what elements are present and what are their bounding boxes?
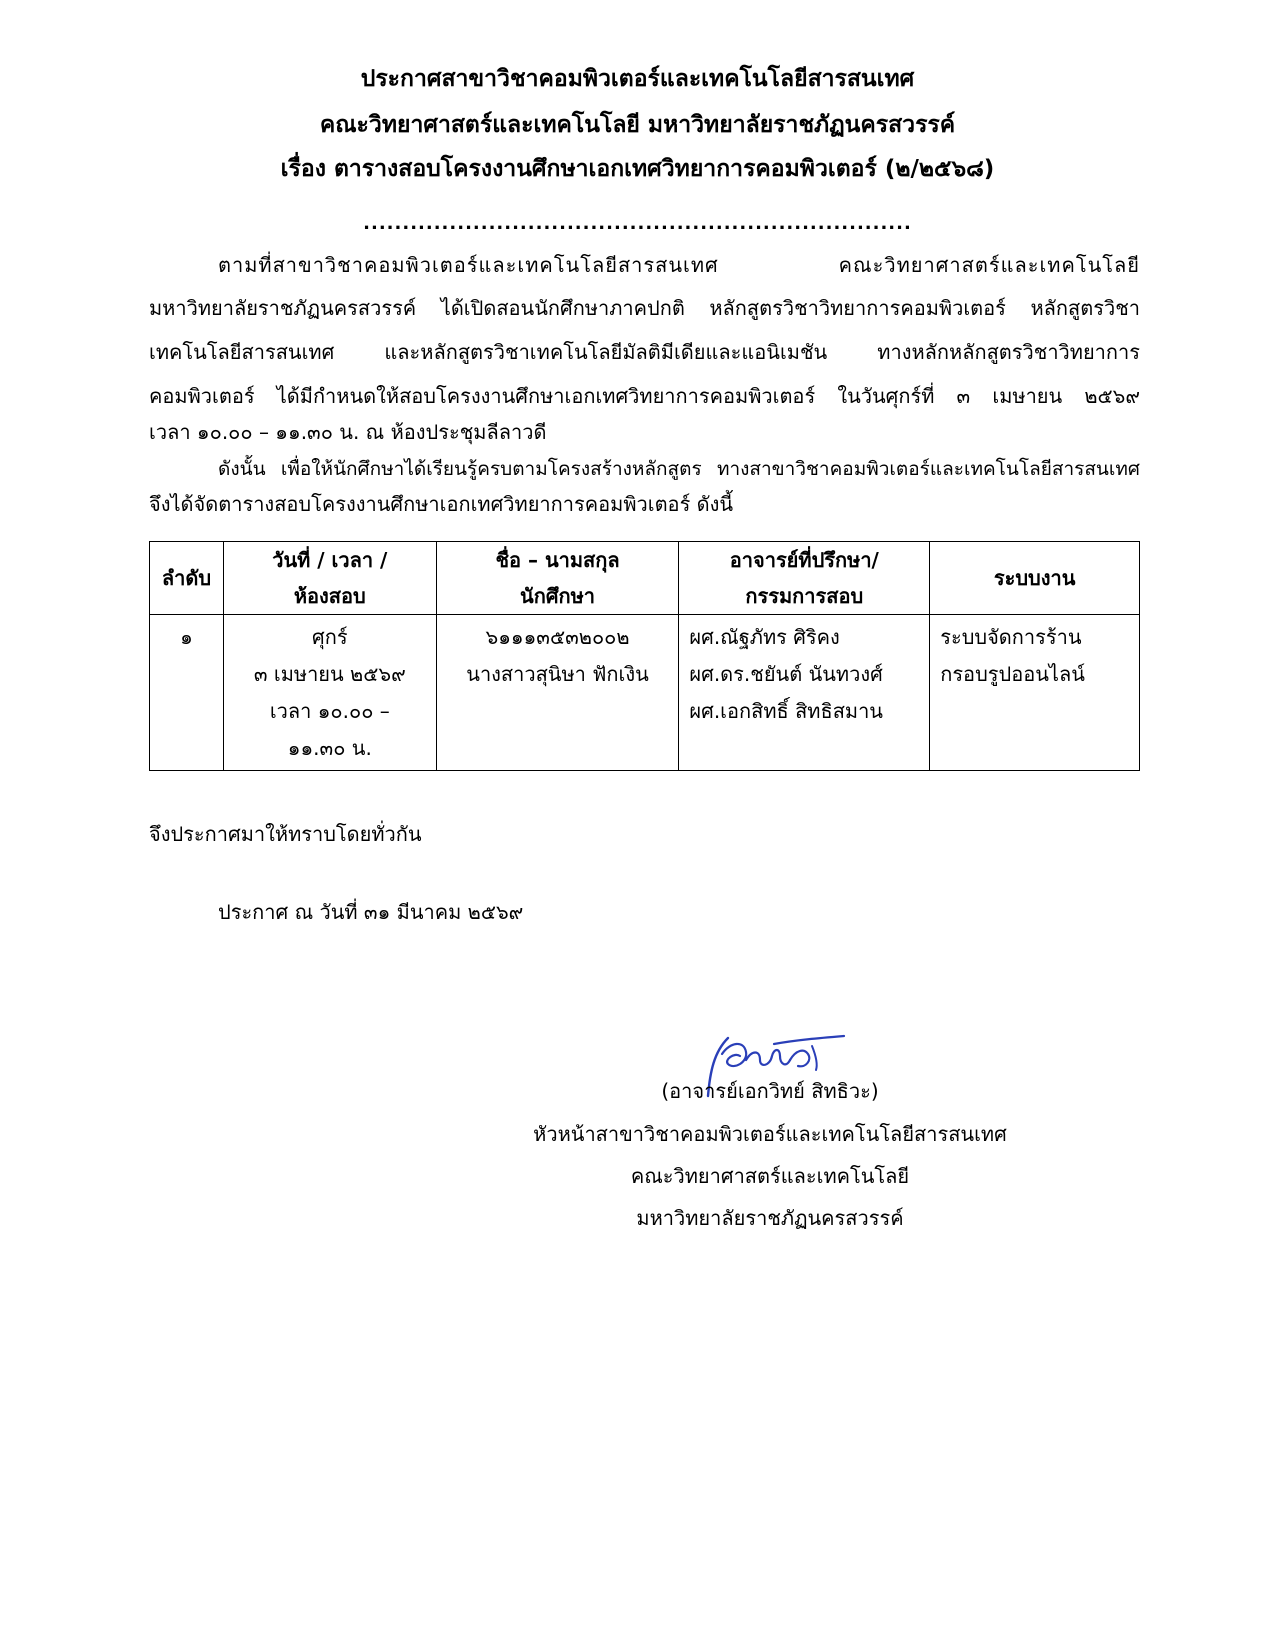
paragraph-1-line-2: มหาวิทยาลัยราชภัฏนครสวรรค์ ได้เปิดสอนนักศึกษาภาคปกติ หลักสูตรวิชาวิทยาการคอมพิวเตอร์ หลักสูตรวิชา (149, 296, 1140, 320)
paragraph-1-line-5: เวลา ๑๐.๐๐ – ๑๑.๓๐ น. ณ ห้องประชุมลีลาวดี (149, 420, 547, 444)
header-advisor-line-1: อาจารย์ที่ปรึกษา/ (729, 548, 879, 572)
row-student-name: นางสาวสุนิษา ฟักเงิน (466, 662, 649, 686)
header-divider-dots: ...................................................................... (363, 213, 912, 234)
signer-title-1: หัวหน้าสาขาวิชาคอมพิวเตอร์และเทคโนโลยีสารสนเทศ (533, 1122, 1007, 1146)
header-name-line-1: ชื่อ – นามสกุล (495, 548, 620, 572)
header-line-3: เรื่อง ตารางสอบโครงงานศึกษาเอกเทศวิทยาการคอมพิวเตอร์ (๒/๒๕๖๘) (280, 156, 995, 182)
row-datetime-line: ๑๑.๓๐ น. (287, 736, 372, 760)
paragraph-1-line-4: คอมพิวเตอร์ ได้มีกำหนดให้สอบโครงงานศึกษาเอกเทศวิทยาการคอมพิวเตอร์ ในวันศุกร์ที่ ๓ เมษายน ๒๕๖๙ (149, 384, 1140, 408)
header-line-2: คณะวิทยาศาสตร์และเทคโนโลยี มหาวิทยาลัยราชภัฏนครสวรรค์ (319, 112, 956, 138)
signer-title-3: มหาวิทยาลัยราชภัฏนครสวรรค์ (636, 1206, 904, 1230)
row-no: ๑ (180, 625, 193, 649)
header-system (930, 542, 1140, 615)
header-system-label: ระบบงาน (993, 566, 1076, 590)
row-student-id: ๖๑๑๑๓๕๓๒๐๐๒ (485, 625, 630, 649)
row-advisors-cell (679, 615, 930, 771)
paragraph-1-line-1: ตามที่สาขาวิชาคอมพิวเตอร์และเทคโนโลยีสารสนเทศ คณะวิทยาศาสตร์และเทคโนโลยี (218, 253, 1140, 277)
header-name-line-2: นักศึกษา (520, 584, 596, 608)
row-system-line: ระบบจัดการร้าน (940, 625, 1082, 649)
header-line-1: ประกาศสาขาวิชาคอมพิวเตอร์และเทคโนโลยีสารสนเทศ (360, 66, 915, 92)
signer-title-2: คณะวิทยาศาสตร์และเทคโนโลยี (630, 1164, 910, 1188)
header-student-name (436, 542, 679, 615)
signer-name: (อาจารย์เอกวิทย์ สิทธิวะ) (661, 1079, 879, 1103)
row-datetime-line: ๓ เมษายน ๒๕๖๙ (253, 662, 406, 686)
row-advisor-name: ผศ.เอกสิทธิ์ สิทธิสมาน (689, 699, 883, 723)
header-datetime-line-2: ห้องสอบ (293, 584, 366, 608)
row-student-cell (436, 615, 679, 771)
table-header-row (150, 542, 1140, 615)
row-no-cell (150, 615, 224, 771)
header-advisor-line-2: กรรมการสอบ (745, 584, 864, 608)
row-datetime-line: เวลา ๑๐.๐๐ – (269, 699, 390, 723)
header-no (150, 542, 224, 615)
paragraph-2-line-1: ดังนั้น เพื่อให้นักศึกษาได้เรียนรู้ครบตามโครงสร้างหลักสูตร ทางสาขาวิชาคอมพิวเตอร์และเทคโนโลยีสารสนเทศ (218, 458, 1140, 480)
header-datetime (223, 542, 436, 615)
closing-announcement: จึงประกาศมาให้ทราบโดยทั่วกัน (149, 822, 422, 846)
header-advisor (679, 542, 930, 615)
row-advisor-name: ผศ.ดร.ชยันต์ นันทวงศ์ (689, 662, 883, 686)
row-datetime-line: ศุกร์ (312, 625, 348, 649)
header-datetime-line-1: วันที่ / เวลา / (272, 548, 388, 572)
paragraph-2-line-2: จึงได้จัดตารางสอบโครงงานศึกษาเอกเทศวิทยาการคอมพิวเตอร์ ดังนี้ (149, 492, 734, 516)
row-system-cell (930, 615, 1140, 771)
exam-schedule-table (149, 541, 1140, 771)
paragraph-1-line-3: เทคโนโลยีสารสนเทศ และหลักสูตรวิชาเทคโนโลยีมัลติมีเดียและแอนิเมชัน ทางหลักหลักสูตรวิชาวิทยาการ (149, 340, 1140, 364)
header-no-label: ลำดับ (161, 566, 212, 590)
row-system-line: กรอบรูปออนไลน์ (940, 662, 1085, 686)
table-row (150, 615, 1140, 771)
row-advisor-name: ผศ.ณัฐภัทร ศิริคง (689, 625, 840, 649)
row-datetime-cell (223, 615, 436, 771)
announcement-date: ประกาศ ณ วันที่ ๓๑ มีนาคม ๒๕๖๙ (218, 900, 524, 924)
